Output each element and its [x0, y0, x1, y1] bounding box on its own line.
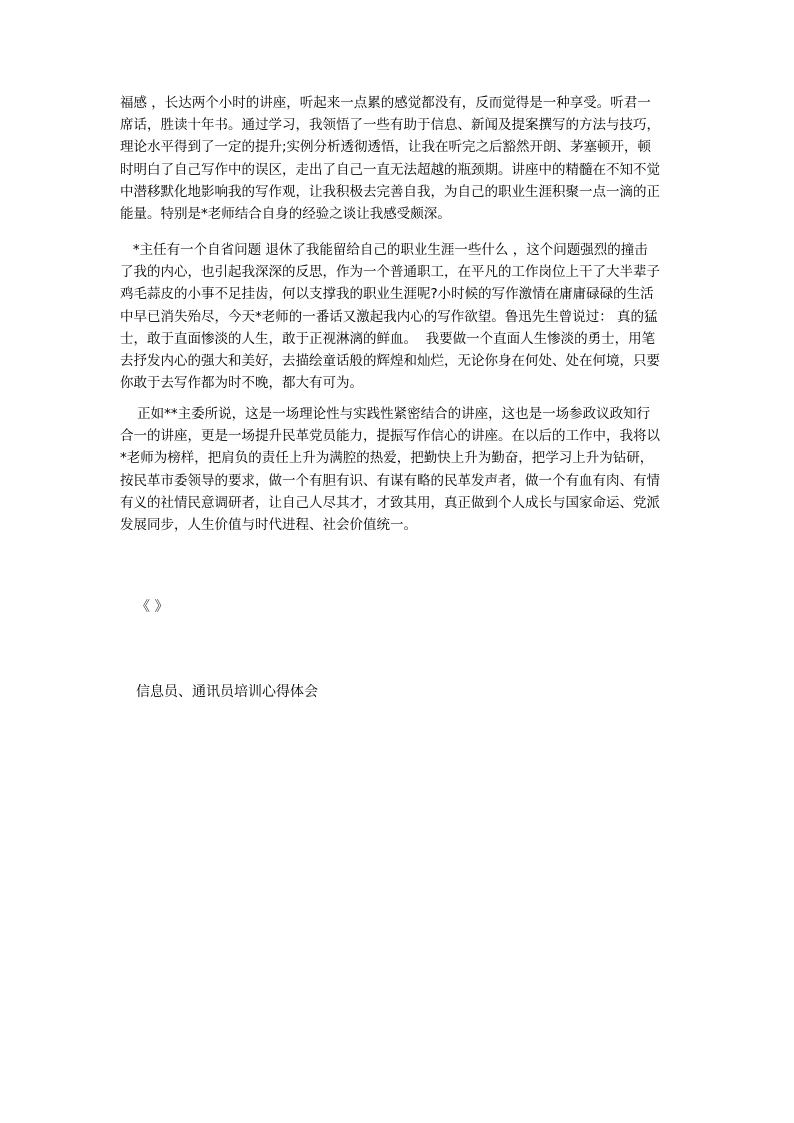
- paragraph-line: 福感 ，长达两个小时的讲座，听起来一点累的感觉都没有，反而觉得是一种享受。听君一: [120, 95, 651, 111]
- paragraph-line: 去抒发内心的强大和美好，去描绘童话般的辉煌和灿烂，无论你身在何处、处在何境，只要: [120, 352, 660, 369]
- paragraph-line: 按民革市委领导的要求，做一个有胆有识、有谋有略的民革发声者，做一个有血有肉、有情: [120, 472, 660, 489]
- paragraph-line: 时明白了自己写作中的误区，走出了自己一直无法超越的瓶颈期。讲座中的精髓在不知不觉: [120, 161, 660, 178]
- paragraph-line: 理论水平得到了一定的提升;实例分析透彻透悟，让我在听完之后豁然开朗、茅塞顿开，顿: [120, 139, 652, 156]
- paragraph-line: 能量。特别是*老师结合自身的经验之谈让我感受颇深。: [120, 205, 451, 222]
- paragraph-2: [120, 239, 674, 394]
- paragraph-line: 鸡毛蒜皮的小事不足挂齿，何以支撑我的职业生涯呢?小时候的写作激情在庸庸碌碌的生活: [120, 286, 654, 303]
- paragraph-line: 正如**主委所说，这是一场理论性与实践性紧密结合的讲座，这也是一场参政议政知行: [120, 406, 651, 422]
- paragraph-line: 发展同步，人生价值与时代进程、社会价值统一。: [120, 516, 417, 533]
- document-title: 信息员、通讯员培训心得体会: [136, 684, 318, 700]
- paragraph-line: 有义的社情民意调研者，让自己人尽其才，才致其用，真正做到个人成长与国家命运、党派: [120, 494, 660, 511]
- paragraph-line: 了我的内心，也引起我深深的反思，作为一个普通职工，在平凡的工作岗位上干了大半辈子: [120, 264, 660, 281]
- paragraph-line: 你敢于去写作都为时不晚，都大有可为。: [120, 375, 363, 392]
- paragraph-3: [120, 403, 674, 536]
- paragraph-1: [120, 92, 674, 225]
- paragraph-line: 士，敢于直面惨淡的人生，敢于正视淋漓的鲜血。 我要做一个直面人生惨淡的勇士，用笔: [120, 330, 656, 347]
- paragraph-line: 席话，胜读十年书。通过学习，我领悟了一些有助于信息、新闻及提案撰写的方法与技巧，: [120, 117, 660, 134]
- paragraph-line: 中潜移默化地影响我的写作观，让我积极去完善自我，为自己的职业生涯积聚一点一滴的正: [120, 183, 660, 200]
- paragraph-line: *主任有一个自省问题 退休了我能留给自己的职业生涯一些什么 ，这个问题强烈的撞击: [120, 242, 648, 258]
- paragraph-line: 合一的讲座，更是一场提升民革党员能力，提振写作信心的讲座。在以后的工作中，我将以: [120, 428, 660, 445]
- paragraph-line: *老师为榜样，把肩负的责任上升为满腔的热爱，把勤快上升为勤奋，把学习上升为钻研，: [120, 450, 654, 467]
- paragraph-line: 中早已消失殆尽，今天*老师的一番话又激起我内心的写作欲望。鲁迅先生曾说过： 真的猛: [120, 308, 658, 325]
- empty-title-brackets: 《 》: [136, 599, 169, 615]
